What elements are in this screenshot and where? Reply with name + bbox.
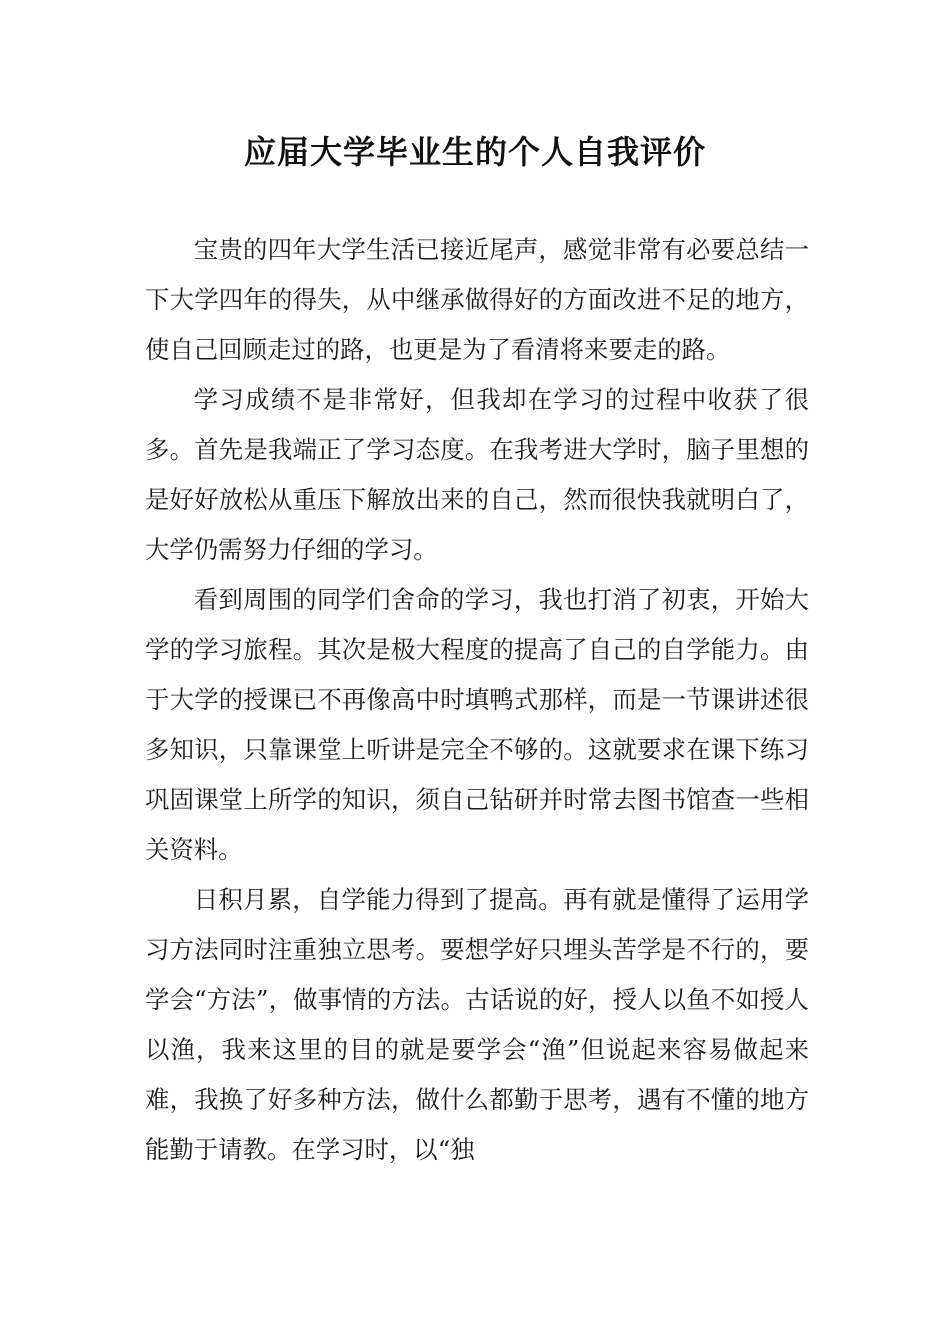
document-title: 应届大学毕业生的个人自我评价: [243, 133, 706, 171]
paragraph-1: 宝贵的四年大学生活已接近尾声，感觉非常有必要总结一下大学四年的得失，从中继承做得好的方面改进不足的地方，使自己回顾走过的路，也更是为了看清将来要走的路。: [145, 235, 809, 364]
paragraph-2: 学习成绩不是非常好，但我却在学习的过程中收获了很多。首先是我端正了学习态度。在我考进大学时，脑子里想的是好好放松从重压下解放出来的自己，然而很快我就明白了，大学仍需努力仔细的学习。: [145, 385, 809, 564]
document-body: [145, 225, 809, 1175]
paragraph-3: 看到周围的同学们舍命的学习，我也打消了初衷，开始大学的学习旅程。其次是极大程度的提高了自己的自学能力。由于大学的授课已不再像高中时填鸭式那样，而是一节课讲述很多知识，只靠课堂上听讲是完全不够的。这就要求在课下练习巩固课堂上所学的知识，须自己钻研并时常去图书馆查一些相关资料。: [145, 585, 809, 864]
paragraph-4: 日积月累，自学能力得到了提高。再有就是懂得了运用学习方法同时注重独立思考。要想学好只埋头苦学是不行的，要学会“方法”，做事情的方法。古话说的好，授人以鱼不如授人以渔，我来这里的目的就是要学会“渔”但说起来容易做起来难，我换了好多种方法，做什么都勤于思考，遇有不懂的地方能勤于请教。在学习时，以“独: [145, 885, 809, 1164]
